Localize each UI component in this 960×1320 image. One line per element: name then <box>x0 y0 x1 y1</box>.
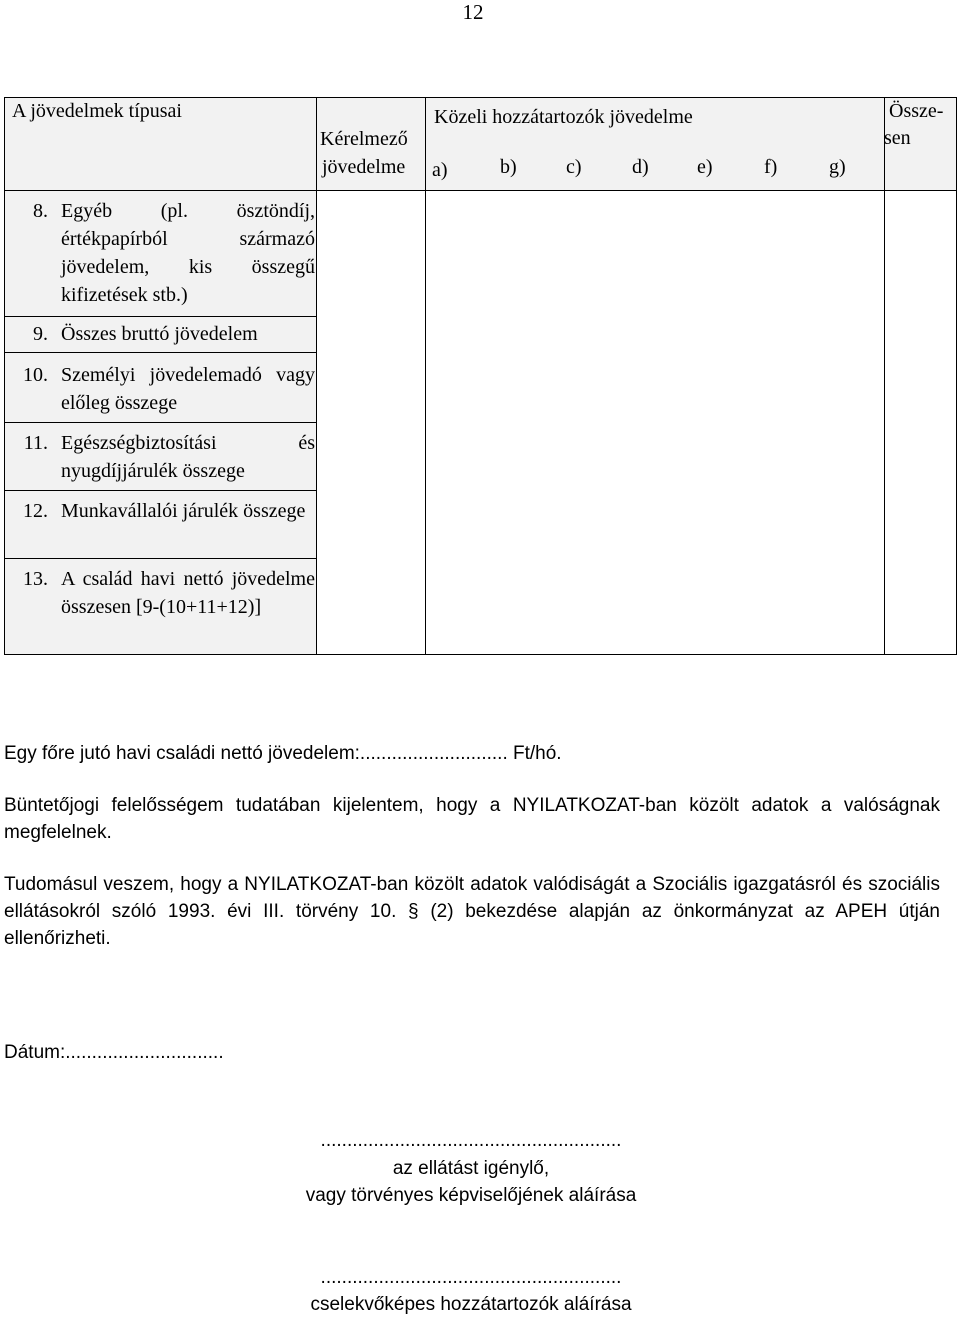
row-label: Személyi jövedelemadó vagy előleg összege <box>61 364 315 414</box>
col-type-header: A jövedelmek típusai <box>12 100 182 122</box>
row-divider <box>4 352 317 353</box>
row-label: Egyéb (pl. ösztöndíj, értékpapírból származó jövedelem, kis összegű kifizetések stb.) <box>61 200 315 306</box>
row-number: 13. <box>23 568 48 590</box>
date-line: Dátum:.............................. <box>4 1042 224 1063</box>
header-divider <box>4 190 957 191</box>
col-total-header-line1: Össze- <box>889 100 944 122</box>
relative-letter-e: e) <box>697 156 713 178</box>
row-number: 12. <box>23 500 48 522</box>
declaration-paragraph: Büntetőjogi felelősségem tudatában kijelentem, hogy a NYILATKOZAT-ban közölt adatok a valóságnak megfelelnek. <box>4 795 940 843</box>
col-divider-total <box>884 97 885 655</box>
page-number: 12 <box>462 0 484 24</box>
relative-letter-d: d) <box>632 156 649 178</box>
signature-relatives-dots: ......................................................... <box>320 1267 622 1288</box>
row-label: Egészségbiztosítási és nyugdíjjárulék összege <box>61 432 315 482</box>
signature-applicant-line2: vagy törvényes képviselőjének aláírása <box>305 1185 637 1206</box>
table-border-bottom <box>4 654 957 655</box>
row-label: A család havi nettó jövedelme összesen [9-(10+11+12)] <box>61 568 315 618</box>
row-divider <box>4 422 317 423</box>
row-divider <box>4 490 317 491</box>
row-label: Összes bruttó jövedelem <box>61 323 258 345</box>
relative-letter-f: f) <box>764 156 778 178</box>
row-number: 10. <box>23 364 48 386</box>
acknowledgement-paragraph: Tudomásul veszem, hogy a NYILATKOZAT-ban közölt adatok valódiságát a Szociális igazgatásról és szociális ellátásokról szóló 1993. évi III. törvény 10. § (2) bekezdése alapján az önkormányzat az APEH útján ellenőrizheti. <box>4 874 940 949</box>
per-capita-income-line: Egy főre jutó havi családi nettó jövedelem:............................ Ft/hó. <box>4 743 562 764</box>
relative-letter-g: g) <box>829 156 846 178</box>
col-divider-applicant <box>425 97 426 655</box>
col-total-header-line2: sen <box>884 127 911 149</box>
table-border-right <box>956 97 957 655</box>
row-divider <box>4 316 317 317</box>
row-number: 8. <box>33 200 48 222</box>
row-divider <box>4 558 317 559</box>
signature-relatives-line1: cselekvőképes hozzátartozók aláírása <box>310 1294 632 1315</box>
signature-applicant-dots: ......................................................... <box>320 1130 622 1151</box>
col-applicant-header-line2: jövedelme <box>322 156 406 178</box>
relative-letter-b: b) <box>500 156 517 178</box>
col-applicant-header-line1: Kérelmező <box>320 128 408 150</box>
table-border-left <box>4 97 5 655</box>
row-label: Munkavállalói járulék összege <box>61 500 306 522</box>
row-number: 11. <box>23 432 48 454</box>
row-number: 9. <box>33 323 48 345</box>
relative-letter-c: c) <box>566 156 582 178</box>
relative-letter-a: a) <box>432 159 448 181</box>
col-relatives-header: Közeli hozzátartozók jövedelme <box>434 106 693 128</box>
signature-applicant-line1: az ellátást igénylő, <box>392 1158 550 1179</box>
col-divider-type <box>316 97 317 655</box>
